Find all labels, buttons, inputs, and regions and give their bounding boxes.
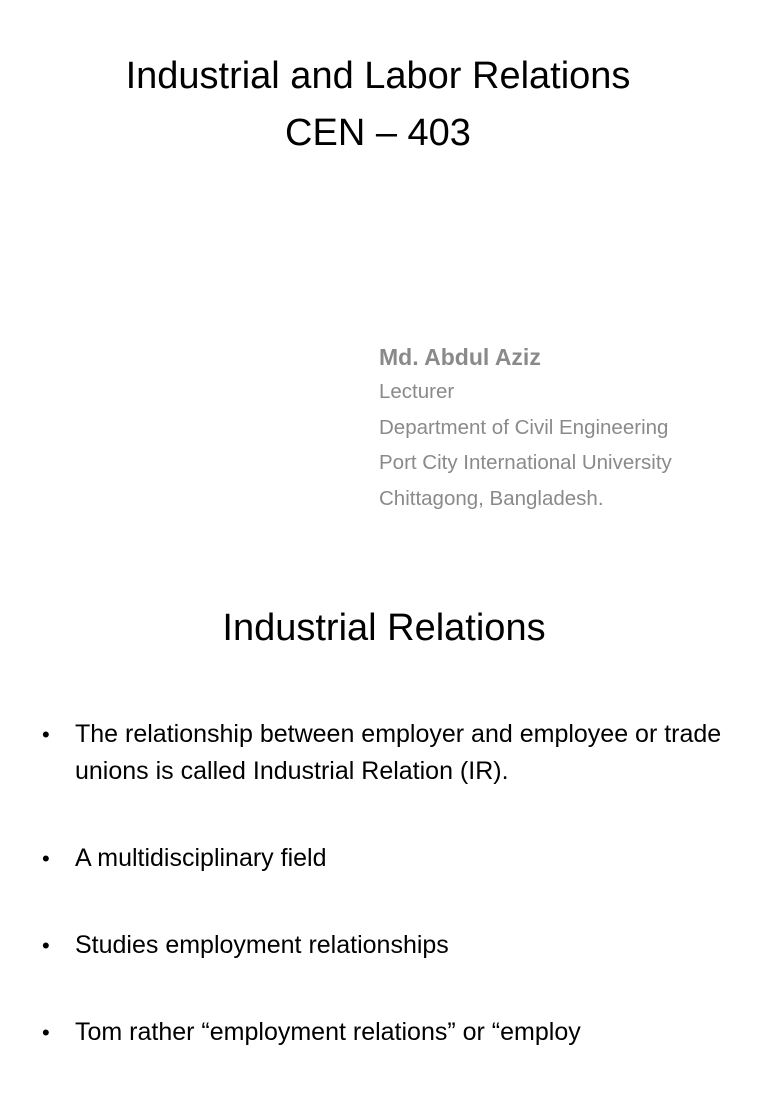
list-item — [42, 1014, 742, 1051]
bullet-text: A multidisciplinary field — [75, 844, 327, 872]
bullet-text: Studies employment relationships — [75, 931, 449, 959]
industrial-relations-slide — [0, 560, 768, 1046]
author-info — [379, 340, 764, 516]
list-item — [42, 927, 742, 964]
list-item — [42, 840, 742, 877]
bullet-icon: • — [42, 1020, 50, 1045]
course-code: CEN – 403 — [285, 112, 471, 154]
bullet-icon: • — [42, 846, 50, 871]
bullet-icon: • — [42, 722, 50, 747]
author-name: Md. Abdul Aziz — [379, 344, 541, 370]
bullet-text: Tom rather “employment relations” or “employ — [75, 1018, 581, 1046]
bullet-icon: • — [42, 933, 50, 958]
course-title: Industrial and Labor Relations — [125, 55, 631, 97]
bullet-list — [42, 716, 742, 1101]
author-department: Department of Civil Engineering — [379, 415, 669, 439]
list-item — [42, 716, 742, 790]
author-university: Port City International University — [379, 451, 672, 474]
bullet-text: The relationship between employer and employee or trade unions is called Industrial Relation (IR). — [75, 720, 722, 785]
author-position: Lecturer — [379, 380, 455, 403]
author-location: Chittagong, Bangladesh. — [379, 486, 604, 510]
slide-title: Industrial Relations — [222, 607, 546, 649]
